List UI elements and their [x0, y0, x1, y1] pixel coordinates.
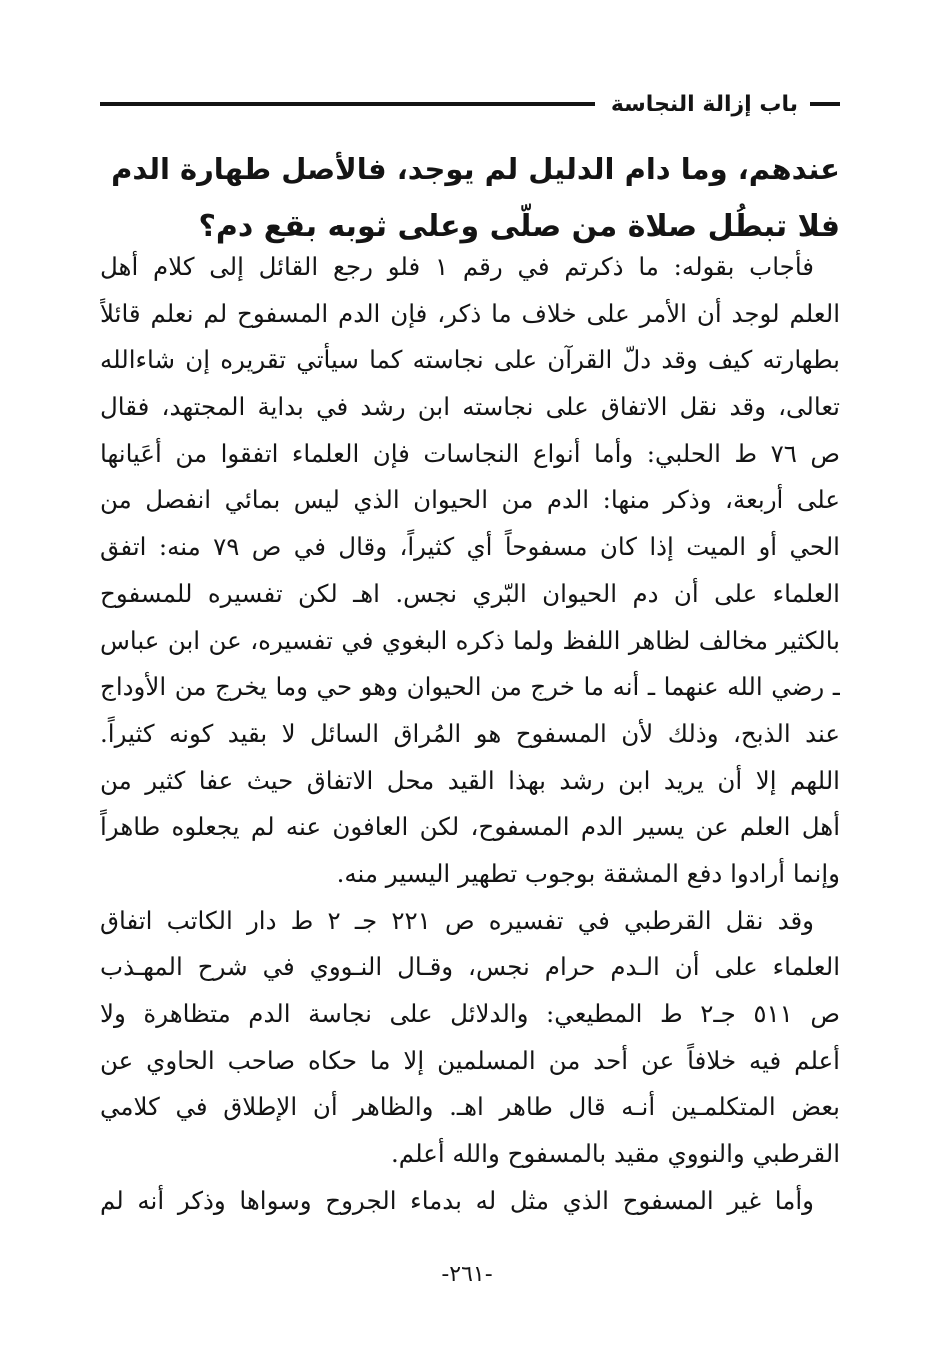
body-text	[100, 244, 840, 1224]
body-line: بطهارته كيف وقد دلّ القرآن على نجاسته كما سيأتي تقريره إن شاءالله	[100, 345, 840, 375]
body-line: وأما غير المسفوح الذي مثل له بدماء الجروح وسواها وذكر أنه لم	[100, 1185, 814, 1215]
running-header	[100, 86, 840, 122]
page-number: -٢٦١-	[441, 1262, 493, 1287]
header-rule-short	[810, 102, 840, 106]
body-line: تعالى، وقد نقل الاتفاق على نجاسته ابن رشد في بداية المجتهد، فقال	[100, 392, 840, 422]
body-line: على أربعة، وذكر منها: الدم من الحيوان الذي ليس بمائي انفصل من	[100, 485, 840, 515]
question-line: عندهم، وما دام الدليل لم يوجد، فالأصل طهارة الدم	[111, 152, 840, 186]
body-line: القرطبي والنووي مقيد بالمسفوح والله أعلم.	[391, 1139, 840, 1169]
header-rule-long	[100, 102, 595, 106]
body-line: وإنما أرادوا دفع المشقة بوجوب تطهير اليسير منه.	[336, 858, 840, 888]
body-line: العلماء على أن الـدم حرام نجس، وقـال النـووي في شرح المهـذب	[100, 952, 840, 982]
question-paragraph	[100, 140, 840, 256]
body-line: فأجاب بقوله: ما ذكرتم في رقم ١ فلو رجع القائل إلى كلام أهل	[100, 252, 815, 281]
body-line: بعض المتكلمـين أنـه قال طاهر اهـ. والظاهر أن الإطلاق في كلامي	[100, 1092, 840, 1122]
body-line: العلم لوجد أن الأمر على خلاف ما ذكر، فإن الدم المسفوح لم نعلم قائلاً	[100, 298, 840, 328]
body-line: أعلم فيه خلافاً عن أحد من المسلمين إلا ما حكاه صاحب الحاوي عن	[100, 1045, 840, 1075]
body-line: ص ٧٦ ط الحلبي: وأما أنواع النجاسات فإن العلماء اتفقوا من أعَيانها	[100, 438, 840, 468]
body-line: عند الذبح، وذلك لأن المسفوح هو المُراق السائل لا بقيد كونه كثيراً.	[100, 718, 840, 748]
body-line: ص ٥١١ جـ٢ ط المطيعي: والدلائل على نجاسة الدم متظاهرة ولا	[100, 999, 840, 1028]
body-line: أهل العلم عن يسير الدم المسفوح، لكن العافون عنه لم يجعلوه طاهراً	[100, 812, 840, 842]
body-line: الحي أو الميت إذا كان مسفوحاً أي كثيراً، وقال في ص ٧٩ منه: اتفق	[100, 532, 840, 562]
body-line: بالكثير مخالف لظاهر اللفظ ولما ذكره البغوي في تفسيره، عن ابن عباس	[100, 625, 840, 655]
body-line: العلماء على أن دم الحيوان البّري نجس. اهـ لكن تفسيره للمسفوح	[100, 578, 840, 608]
question-line: فلا تبطُل صلاة من صلّى وعلى ثوبه بقع دم؟	[198, 209, 840, 244]
running-title: باب إزالة النجاسة	[610, 91, 798, 117]
body-line: ـ رضي الله عنهما ـ أنه ما خرج من الحيوان وهو حي وما يخرج من الأوداج	[100, 672, 840, 702]
body-line: وقد نقل القرطبي في تفسيره ص ٢٢١ جـ ٢ ط دار الكاتب اتفاق	[100, 905, 814, 935]
body-line: اللهم إلا أن يريد ابن رشد بهذا القيد محل الاتفاق حيث عفا كثير من	[100, 765, 840, 795]
